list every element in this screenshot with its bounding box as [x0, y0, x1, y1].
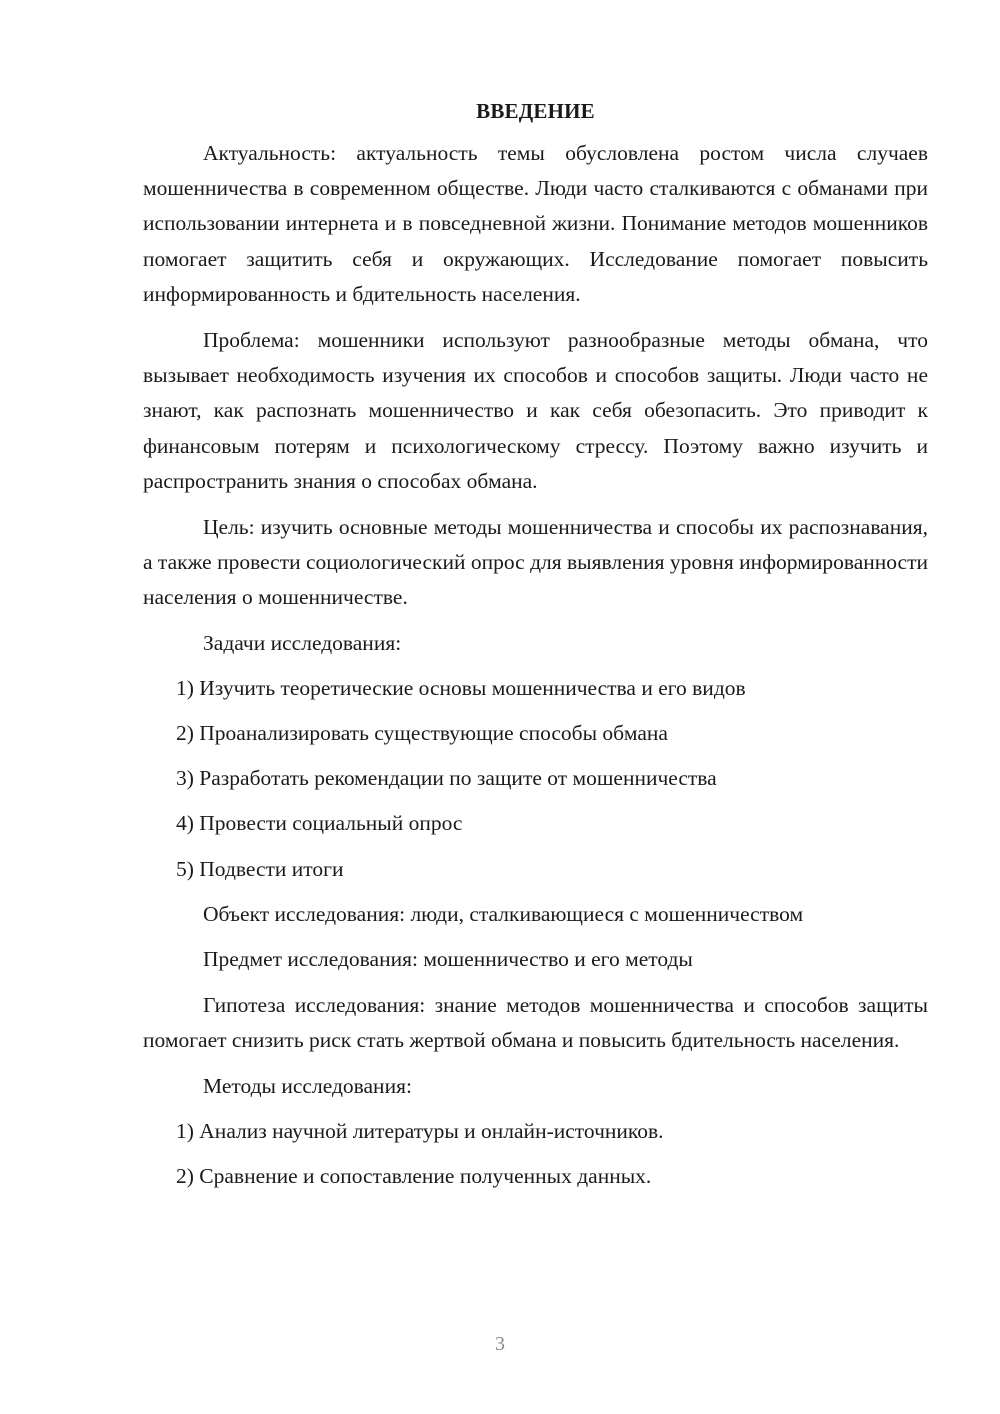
task-item: 5) Подвести итоги — [176, 856, 344, 881]
task-item: 3) Разработать рекомендации по защите от мошенничества — [176, 766, 717, 791]
method-item: 2) Сравнение и сопоставление полученных данных. — [176, 1164, 652, 1189]
relevance-paragraph: Актуальность: актуальность темы обусловлена ростом числа случаев мошенничества в современном обществе. Люди часто сталкиваются с обманами при использовании интернета и в повседневной жизни. Понимание методов мошенников помогает защитить себя и окружающих. Исследование помогает повысить информированность и бдительность населения. — [143, 141, 928, 306]
methods-heading: Методы исследования: — [203, 1073, 412, 1098]
page-number: 3 — [495, 1333, 505, 1355]
task-item: 1) Изучить теоретические основы мошенничества и его видов — [176, 675, 746, 700]
goal-paragraph: Цель: изучить основные методы мошенничества и способы их распознавания, а также провести социологический опрос для выявления уровня информированности населения о мошенничестве. — [143, 515, 928, 610]
task-item: 4) Провести социальный опрос — [176, 811, 463, 836]
method-item: 1) Анализ научной литературы и онлайн-источников. — [176, 1118, 664, 1143]
tasks-heading: Задачи исследования: — [203, 630, 402, 655]
research-subject: Предмет исследования: мошенничество и его методы — [203, 947, 693, 972]
task-item: 2) Проанализировать существующие способы обмана — [176, 721, 668, 746]
section-heading: ВВЕДЕНИЕ — [476, 99, 595, 123]
hypothesis-paragraph: Гипотеза исследования: знание методов мошенничества и способов защиты помогает снизить риск стать жертвой обмана и повысить бдительность населения. — [143, 993, 928, 1053]
problem-paragraph: Проблема: мошенники используют разнообразные методы обмана, что вызывает необходимость изучения их способов и способов защиты. Люди часто не знают, как распознать мошенничество и как себя обезопасить. Это приводит к финансовым потерям и психологическому стрессу. Поэтому важно изучить и распространить знания о способах обмана. — [143, 328, 928, 493]
page-body — [143, 94, 928, 1194]
research-object: Объект исследования: люди, сталкивающиеся с мошенничеством — [203, 901, 804, 926]
